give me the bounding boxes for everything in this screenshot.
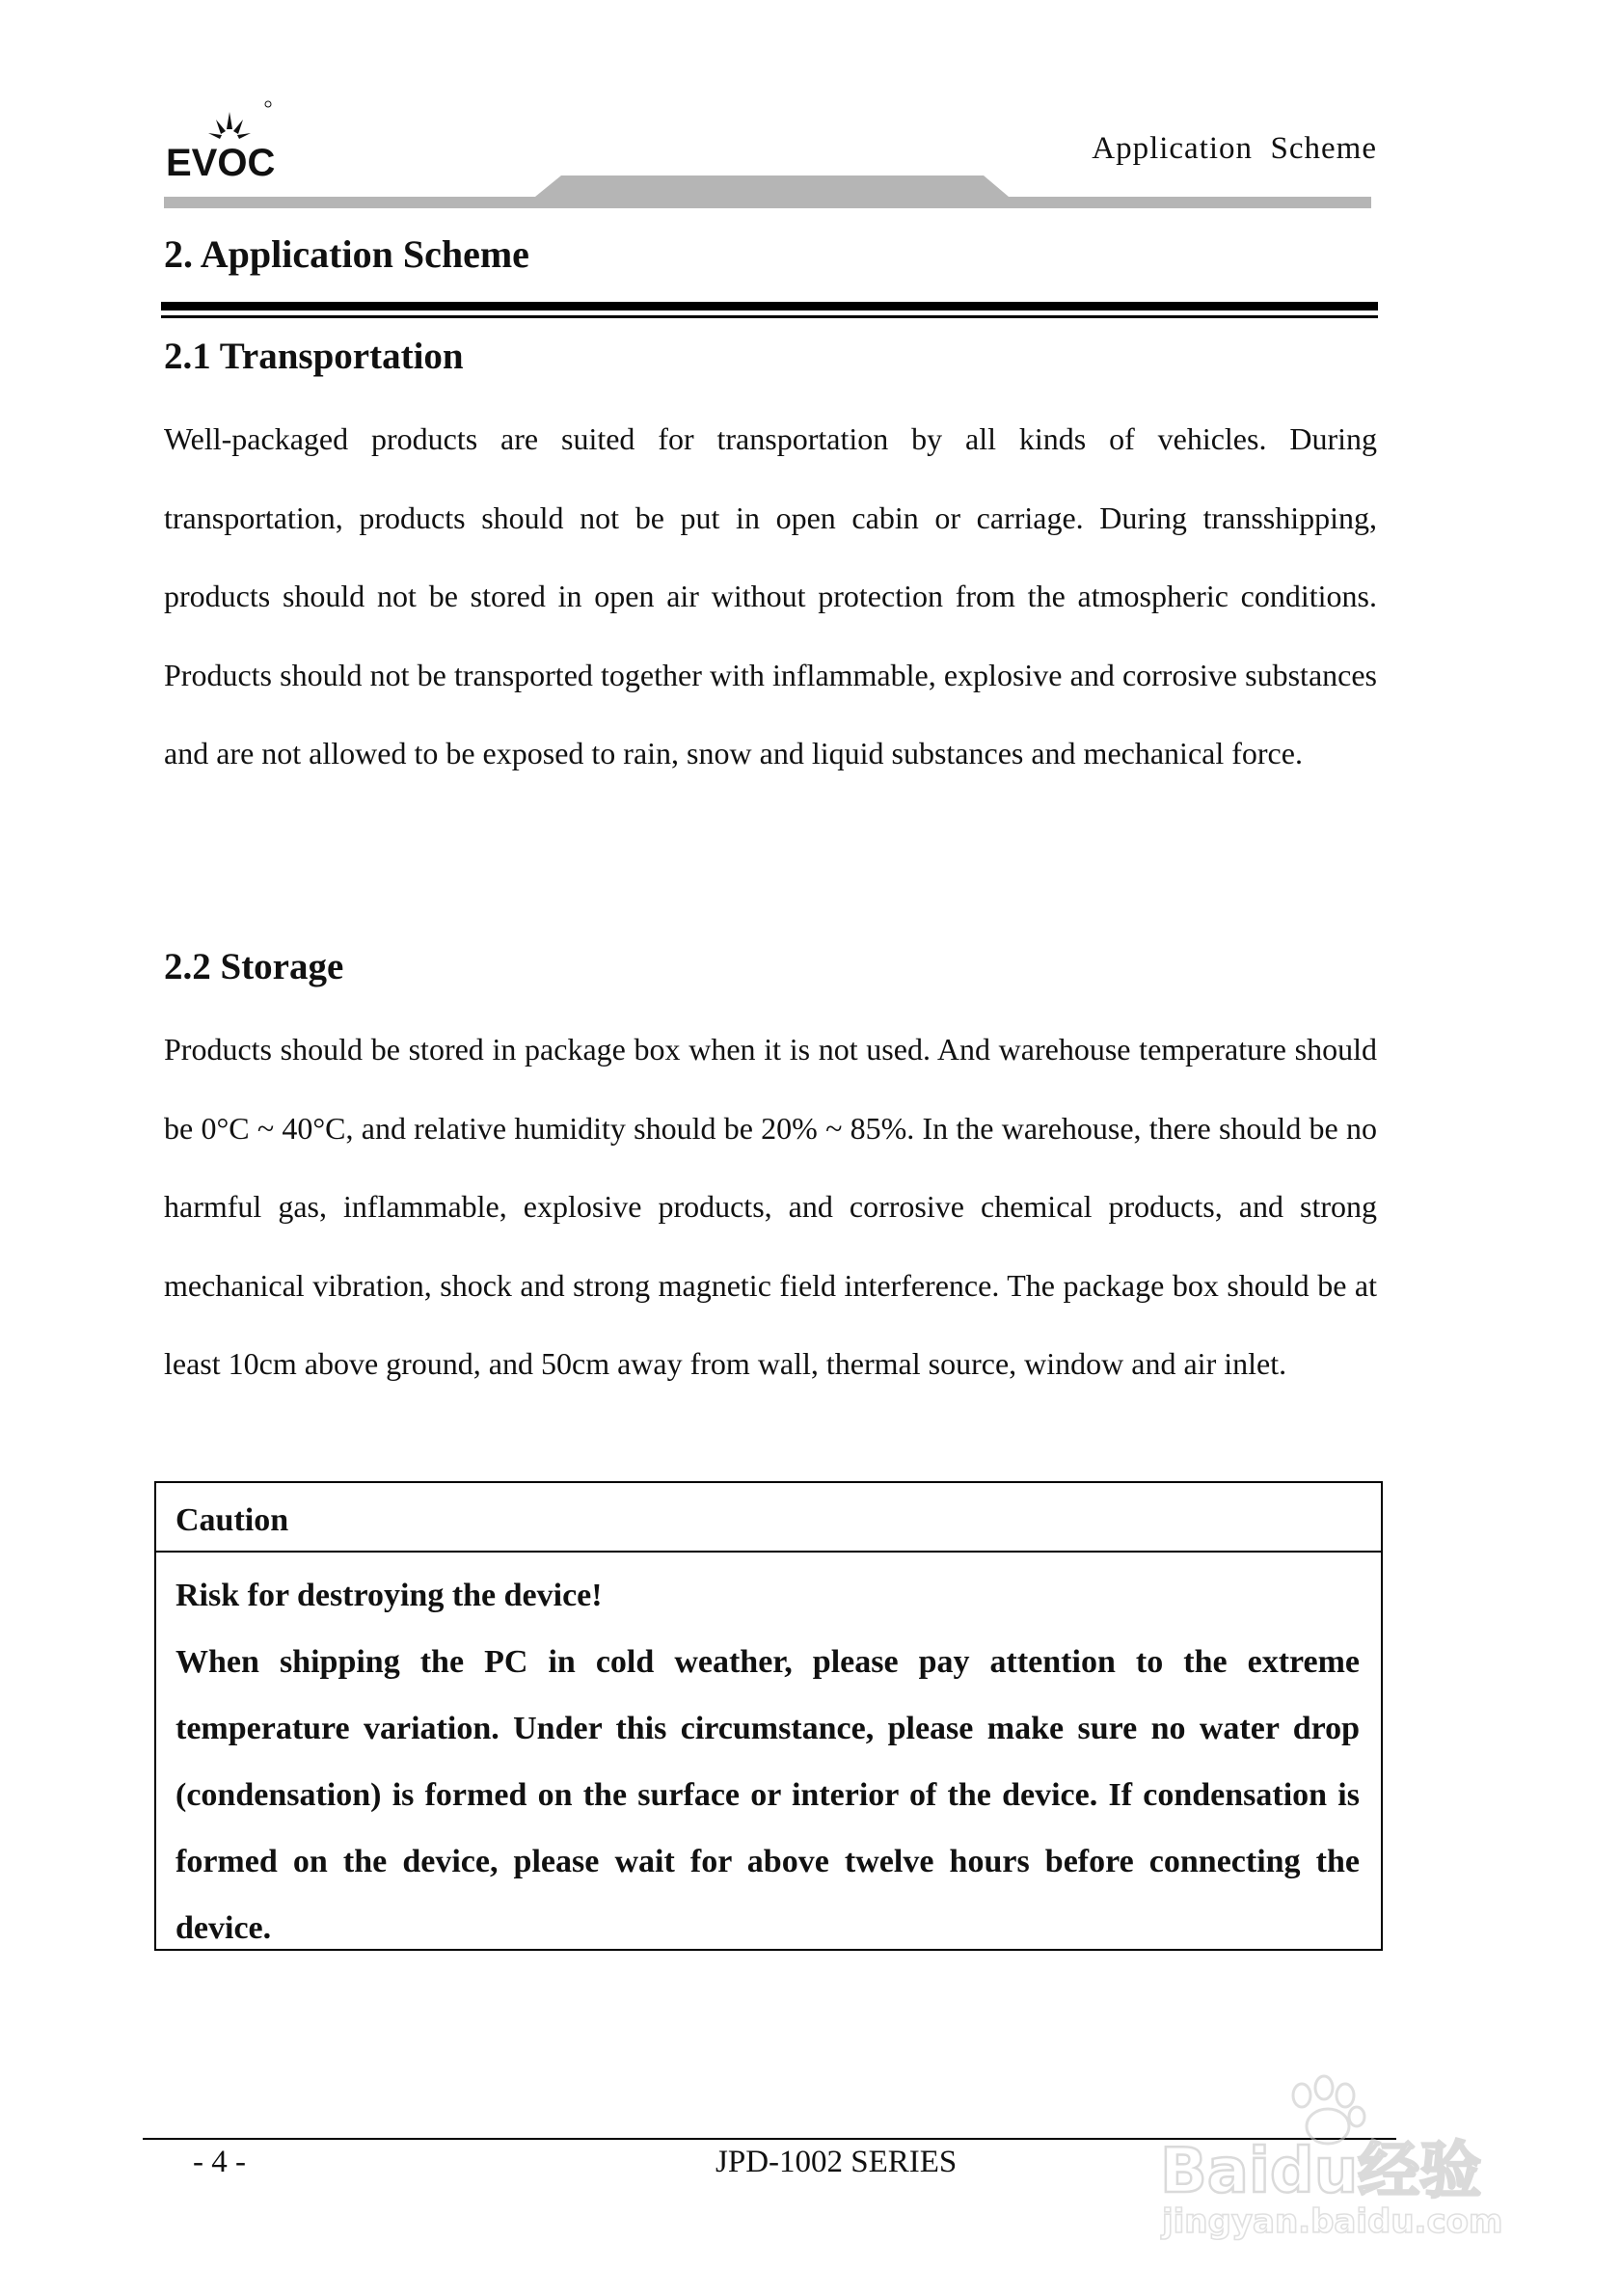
header-title: Application Scheme	[1092, 131, 1377, 166]
logo-text: EVOC	[166, 142, 276, 181]
paw-icon	[1293, 2076, 1364, 2144]
caution-heading: Caution	[156, 1483, 1381, 1553]
watermark-brand: Baidu经验	[1160, 2136, 1482, 2207]
watermark-url: jingyan.baidu.com	[1162, 2202, 1503, 2241]
caution-warning-line: Risk for destroying the device!	[176, 1578, 603, 1613]
footer-series: JPD-1002 SERIES	[716, 2145, 958, 2179]
page-number: - 4 -	[193, 2145, 246, 2179]
section-body-transportation: Well-packaged products are suited for transportation by all kinds of vehicles. During transportation, products should not be put in open cabin or carriage. During transshipping, products should not be stored in open air without protection from the atmospheric conditions. Products should not be transported together with inflammable, explosive and corrosive substances and are not allowed to be exposed to rain, snow and liquid substances and mechanical force.	[164, 421, 1377, 770]
heading-rule-thin	[161, 315, 1378, 318]
section-title-storage: 2.2 Storage	[164, 946, 344, 987]
caution-box	[154, 1481, 1383, 1951]
section-body-storage: Products should be stored in package box when it is not used. And warehouse temperature should be 0°C ~ 40°C, and relative humidity should be 20% ~ 85%. In the warehouse, there should be no harmful gas, inflammable, explosive products, and corrosive chemical products, and strong mechanical vibration, shock and strong magnetic field interference. The package box should be at least 10cm above ground, and 50cm away from wall, thermal source, window and air inlet.	[164, 1032, 1377, 1381]
baidu-watermark	[1152, 2068, 1538, 2242]
caution-content	[156, 1553, 1381, 1961]
section-title-transportation: 2.1 Transportation	[164, 336, 464, 377]
header-decor-bar	[164, 174, 1371, 216]
heading-rule-thick	[161, 302, 1378, 311]
caution-text: When shipping the PC in cold weather, please pay attention to the extreme temperature variation. Under this circumstance, please make sure no water drop (condensation) is formed on the surface or interior of the device. If condensation is formed on the device, please wait for above twelve hours before connecting the device.	[176, 1644, 1360, 1946]
chapter-title: 2. Application Scheme	[164, 232, 529, 276]
evoc-logo	[162, 95, 278, 181]
